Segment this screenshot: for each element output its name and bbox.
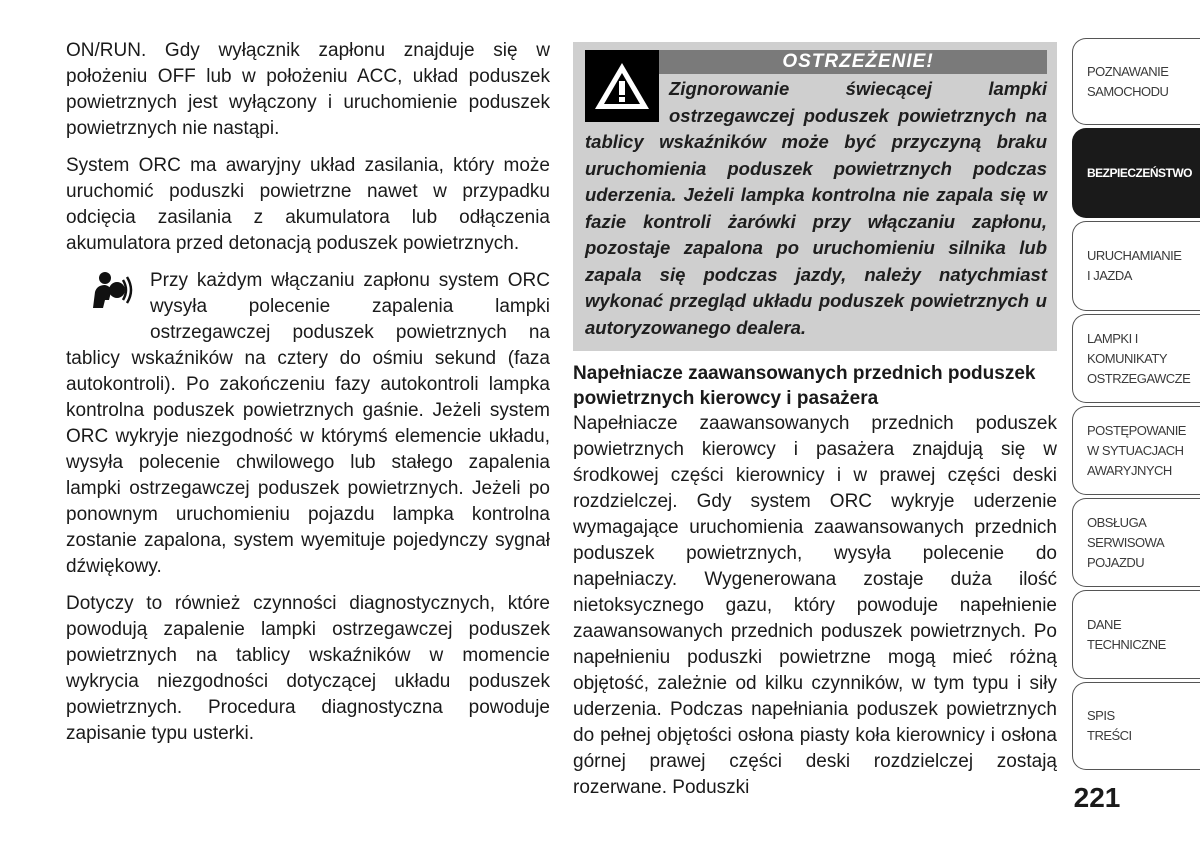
tab-label-line: OSTRZEGAWCZE (1087, 370, 1191, 386)
airbag-warning-icon (66, 270, 150, 346)
paragraph-diagnostics: Dotyczy to również czynności diagnostycznych, które powodują zapalenie lampki ostrzegawczej poduszek powietrznych na tablicy wskaźników w momencie wykrycia niezgodności dotyczącej układu poduszek powietrznych. Procedura diagnostyczna powoduje zapisanie typu usterki. (66, 593, 550, 744)
tab-label-line: TREŚCI (1087, 728, 1132, 743)
warning-box (573, 42, 1057, 351)
tab-lampki-i-komunikaty[interactable] (1072, 314, 1200, 403)
tab-label-line: DANE (1087, 616, 1122, 632)
tab-label-line: TECHNICZNE (1087, 636, 1166, 652)
tab-obsluga-serwisowa[interactable] (1072, 498, 1200, 587)
tab-spis-tresci[interactable] (1072, 682, 1200, 770)
tab-label-line: SPIS (1087, 708, 1115, 723)
tab-label-line: W SYTUACJACH (1087, 442, 1184, 458)
paragraph-self-check (66, 268, 550, 580)
right-column (573, 42, 1057, 801)
chapter-tabs (1072, 38, 1200, 773)
tab-label-line: POZNAWANIE (1087, 63, 1169, 79)
tab-postepowanie-w-sytuacjach[interactable] (1072, 406, 1200, 495)
warning-text: Zignorowanie świecącej lampki ostrzegawczej poduszek powietrznych na tablicy wskaźników może być przyczyną braku uruchomienia poduszek powietrznych podczas uderzenia. Jeżeli lampka kontrolna nie zapala się w fazie kontroli żarówki przy włączaniu zapłonu, pozostaje zapalona po uruchomieniu silnika lub zapala się podczas jazdy, należy natychmiast wykonać przegląd układu poduszek powietrznych u autoryzowanego dealera. (585, 78, 1047, 338)
section-heading: Napełniacze zaawansowanych przednich poduszek powietrznych kierowcy i pasażera (573, 363, 1036, 409)
tab-label-line: AWARYJNYCH (1087, 462, 1172, 478)
paragraph-self-check-text: Przy każdym włączaniu zapłonu system ORC wysyła polecenie zapalenia lampki ostrzegawczej poduszek powietrznych na tablicy wskaźników na cztery do ośmiu sekund (faza autokontroli). Po zakończeniu fazy autokontroli lampka kontrolna poduszek powietrznych gaśnie. Jeżeli system ORC wykryje niezgodność w którymś elemencie układu, wysyła polecenie chwilowego lub stałego zapalenia lampki ostrzegawczej poduszek powietrznych. Jeżeli po ponownym uruchomieniu pojazdu lampka kontrolna zostanie zapalona, system wyemituje pojedynczy sygnał dźwiękowy. (66, 270, 550, 577)
tab-bezpieczenstwo[interactable] (1072, 128, 1200, 218)
page-number: 221 (1073, 782, 1121, 813)
tab-label-line: KOMUNIKATY (1087, 350, 1167, 366)
tab-label-line: OBSŁUGA (1087, 514, 1147, 530)
tab-label-line: POSTĘPOWANIE (1087, 422, 1186, 438)
tab-label-line: SAMOCHODU (1087, 83, 1169, 99)
left-column (66, 38, 550, 758)
tab-poznawanie-samochodu[interactable] (1072, 38, 1200, 125)
warning-triangle-icon (585, 50, 659, 122)
tab-uruchamianie-i-jazda[interactable] (1072, 221, 1200, 311)
tab-label-line: LAMPKI I (1087, 330, 1138, 346)
warning-title: OSTRZEŻENIE! (585, 50, 1047, 74)
paragraph-ignition: ON/RUN. Gdy wyłącznik zapłonu znajduje się w położeniu OFF lub w położeniu ACC, układ poduszek powietrznych jest wyłączony i uruchomienie poduszek powietrznych nie nastąpi. (66, 40, 550, 139)
tab-dane-techniczne[interactable] (1072, 590, 1200, 679)
section-body: Napełniacze zaawansowanych przednich poduszek powietrznych kierowcy i pasażera znajdują się w środkowej części kierownicy i w prawej części deski rozdzielczej. Gdy system ORC wykryje uderzenie wymagające uruchomienia zaawansowanych przednich poduszek powietrznych, wysyła polecenie do napełniaczy. Wygenerowana zostaje duża ilość nietoksycznego gazu, który powoduje napełnienie zaawansowanych przednich poduszek powietrznych. Po napełnieniu poduszki powietrzne mogą mieć różną objętość, zależnie od kilku czynników, w tym typu i siły uderzenia. Podczas napełniania poduszek powietrznych do pełnej objętości osłona piasty koła kierownicy i osłona górnej prawej części deski rozdzielczej zostają rozerwane. Poduszki (573, 413, 1057, 798)
tab-label-line: URUCHAMIANIE (1087, 248, 1182, 263)
tab-label-line: SERWISOWA (1087, 534, 1165, 550)
paragraph-backup-power: System ORC ma awaryjny układ zasilania, który może uruchomić poduszki powietrzne nawet w przypadku odcięcia zasilania z akumulatora lub odłączenia akumulatora przed detonacją poduszek powietrznych. (66, 155, 550, 254)
tab-label-line: POJAZDU (1087, 554, 1145, 570)
tab-label-line: I JAZDA (1087, 268, 1132, 283)
tab-label-line: BEZPIECZEŃSTWO (1087, 166, 1193, 180)
